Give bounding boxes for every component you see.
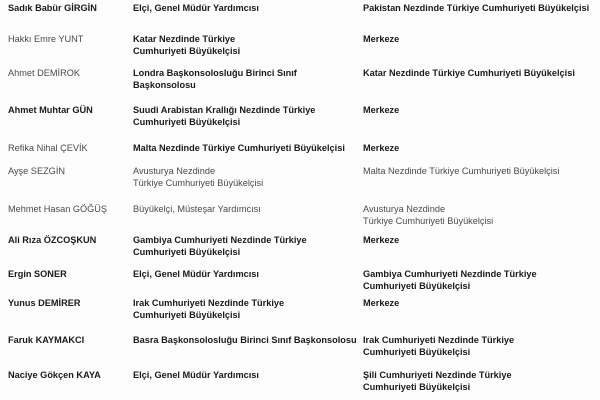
- person-name: Naciye Gökçen KAYA: [8, 370, 101, 380]
- new-position-line: Pakistan Nezdinde Türkiye Cumhuriyeti Büyükelçisi: [363, 3, 590, 13]
- current-position: [133, 204, 361, 216]
- current-position: [133, 269, 361, 281]
- current-position-line: Elçi, Genel Müdür Yardımcısı: [133, 269, 259, 279]
- new-position-line: Türkiye Cumhuriyeti Büyükelçisi: [363, 215, 494, 226]
- new-position: [363, 143, 599, 155]
- current-position-line: Londra Başkonsolosluğu Birinci Sınıf: [133, 68, 297, 78]
- new-position: [363, 335, 599, 358]
- current-position: [133, 298, 361, 321]
- person-name: Ergin SONER: [8, 269, 67, 279]
- current-position: [133, 335, 361, 347]
- current-position-line: Irak Cumhuriyeti Nezdinde Türkiye: [133, 298, 285, 308]
- person-name: Ali Rıza ÖZCOŞKUN: [8, 235, 97, 245]
- new-position-line: Avusturya Nezdinde: [363, 204, 446, 214]
- new-position-line: Cumhuriyeti Büyükelçisi: [363, 280, 471, 291]
- new-position: [363, 298, 599, 310]
- current-position-line: Basra Başkonsolosluğu Birinci Sınıf Başkonsolosu: [133, 335, 357, 345]
- new-position-line: Malta Nezdinde Türkiye Cumhuriyeti Büyükelçisi: [363, 166, 560, 176]
- new-position: [363, 166, 599, 178]
- new-position: [363, 269, 599, 292]
- current-position-line: Suudi Arabistan Krallığı Nezdinde Türkiye: [133, 105, 316, 115]
- current-position-line: Cumhuriyeti Büyükelçisi: [133, 45, 241, 56]
- current-position-line: Elçi, Genel Müdür Yardımcısı: [133, 370, 259, 380]
- new-position: [363, 235, 599, 247]
- person-name: Hakkı Emre YUNT: [8, 34, 84, 44]
- new-position: [363, 105, 599, 117]
- current-position: [133, 370, 361, 382]
- current-position-line: Başkonsolosu: [133, 79, 196, 90]
- person-name: Ayşe SEZGİN: [8, 166, 66, 176]
- current-position: [133, 166, 361, 189]
- current-position: [133, 235, 361, 258]
- new-position: [363, 370, 599, 393]
- person-name: Ahmet Muhtar GÜN: [8, 105, 93, 115]
- new-position-line: Merkeze: [363, 298, 400, 308]
- current-position-line: Türkiye Cumhuriyeti Büyükelçisi: [133, 177, 264, 188]
- current-position-line: Elçi, Genel Müdür Yardımcısı: [133, 3, 259, 13]
- current-position-line: Cumhuriyeti Büyükelçisi: [133, 246, 241, 257]
- person-name: Mehmet Hasan GÖĞÜŞ: [8, 204, 108, 214]
- current-position: [133, 34, 361, 57]
- current-position-line: Cumhuriyeti Büyükelçisi: [133, 309, 241, 320]
- current-position: [133, 143, 361, 155]
- new-position: [363, 68, 599, 80]
- person-name: Refika Nihal ÇEVİK: [8, 143, 88, 153]
- person-name: Faruk KAYMAKCI: [8, 335, 85, 345]
- new-position-line: Cumhuriyeti Büyükelçisi: [363, 346, 471, 357]
- new-position-line: Merkeze: [363, 105, 400, 115]
- current-position-line: Cumhuriyeti Büyükelçisi: [133, 116, 241, 127]
- new-position-line: Merkeze: [363, 235, 400, 245]
- new-position: [363, 34, 599, 46]
- person-name: Sadık Babür GİRGİN: [8, 3, 97, 13]
- new-position-line: Katar Nezdinde Türkiye Cumhuriyeti Büyükelçisi: [363, 68, 575, 78]
- current-position-line: Büyükelçi, Müsteşar Yardımcısı: [133, 204, 261, 214]
- current-position: [133, 3, 361, 15]
- current-position-line: Malta Nezdinde Türkiye Cumhuriyeti Büyükelçisi: [133, 143, 345, 153]
- new-position: [363, 3, 599, 15]
- current-position-line: Katar Nezdinde Türkiye: [133, 34, 236, 44]
- person-name: Ahmet DEMİROK: [8, 68, 80, 78]
- new-position-line: Gambiya Cumhuriyeti Nezdinde Türkiye: [363, 269, 537, 279]
- new-position-line: Merkeze: [363, 34, 400, 44]
- person-name: Yunus DEMİRER: [8, 298, 81, 308]
- current-position: [133, 105, 361, 128]
- current-position: [133, 68, 361, 91]
- new-position-line: Merkeze: [363, 143, 400, 153]
- current-position-line: Gambiya Cumhuriyeti Nezdinde Türkiye: [133, 235, 307, 245]
- new-position: [363, 204, 599, 227]
- current-position-line: Avusturya Nezdinde: [133, 166, 216, 176]
- new-position-line: Cumhuriyeti Büyükelçisi: [363, 381, 471, 392]
- new-position-line: Irak Cumhuriyeti Nezdinde Türkiye: [363, 335, 515, 345]
- new-position-line: Şili Cumhuriyeti Nezdinde Türkiye: [363, 370, 512, 380]
